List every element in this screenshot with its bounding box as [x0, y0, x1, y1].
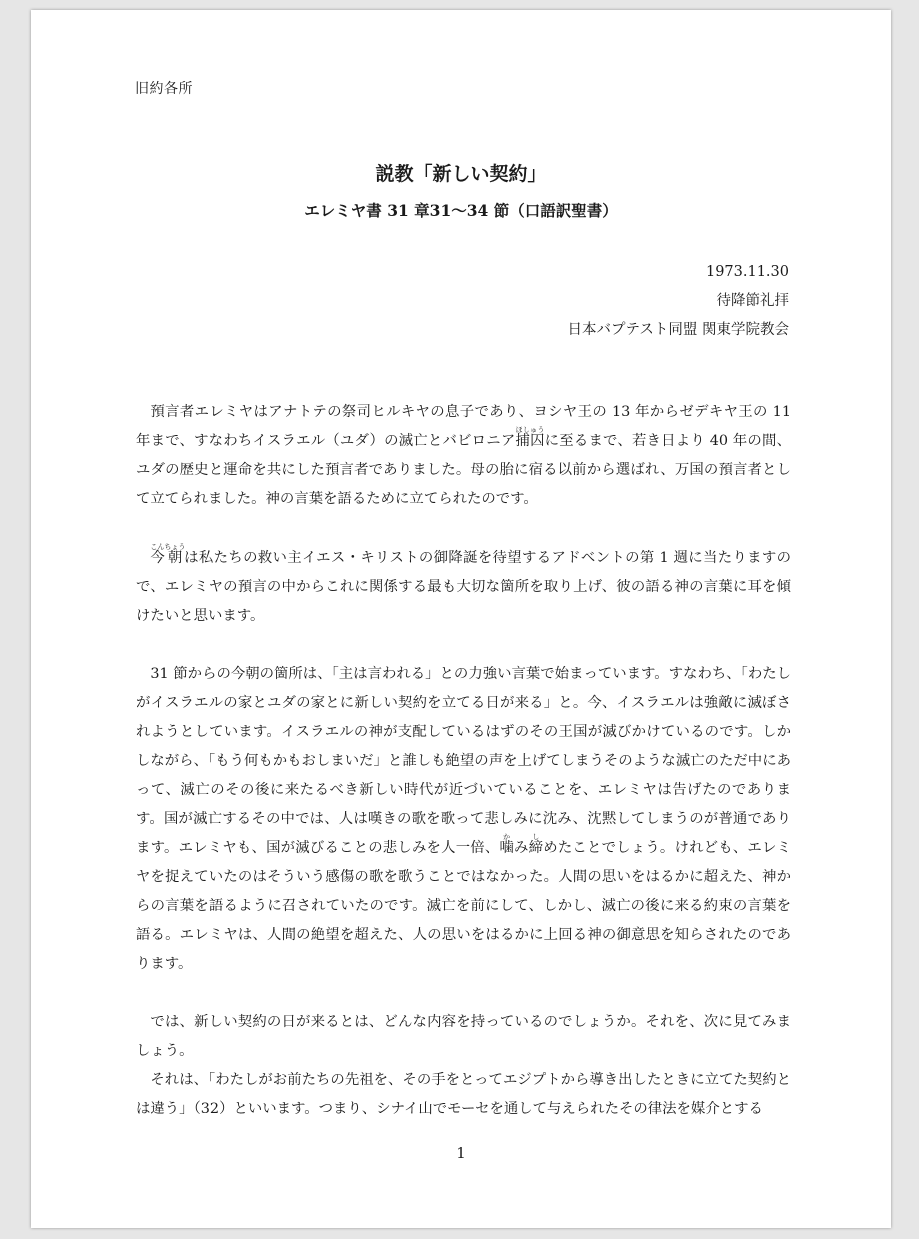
paragraph: 31 節からの今朝の箇所は、「主は言われる」との力強い言葉で始まっています。すなわち、「わたしがイスラエルの家とユダの家とに新しい契約を立てる日が来る」と。今、イスラエルは強敵に滅ぼされようとしています。イスラエルの神が支配しているはずのその王国が滅びかけているのです。しかしながら、「もう何もかもおしまいだ」と誰しも絶望の声を上げてしまうそのような滅亡のただ中にあって、滅亡のその後に来たるべき新しい時代が近づいていることを、エレミヤは告げたのであります。国が滅亡するその中では、人は嘆きの歌を歌って悲しみに沈み、沈黙してしまうのが普通であります。エレミヤも、国が滅びることの悲しみを人一倍、噛かみ締しめたことでしょう。けれども、エレミヤを捉えていたのはそういう感傷の歌を歌うことではなかった。人間の思いをはるかに超えた、神からの言葉を語るように召されていたのです。滅亡を前にして、しかし、滅亡の後に来る約束の言葉を語る。エレミヤは、人間の絶望を超えた、人の思いをはるかに上回る神の御意思を知らされたのであります。 — [136, 666, 791, 972]
ruby-annotation: 締し — [528, 833, 544, 856]
sermon-meta — [567, 258, 789, 345]
paragraph: では、新しい契約の日が来るとは、どんな内容を持っているのでしょうか。それを、次に見てみましょう。 — [136, 1014, 791, 1059]
document-page — [31, 10, 891, 1228]
service-name: 待降節礼拝 — [716, 293, 789, 309]
paragraph: それは、「わたしがお前たちの先祖を、その手をとってエジプトから導き出したときに立てた契約とは違う」（32）といいます。つまり、シナイ山でモーセを通して与えられたその律法を媒介とする — [136, 1072, 791, 1117]
sermon-date: 1973.11.30 — [705, 264, 789, 280]
ruby-annotation: 今朝こんちょう — [150, 543, 186, 566]
sermon-body — [136, 398, 791, 1124]
page-number: 1 — [456, 1144, 466, 1162]
ruby-annotation: 捕囚ほしゅう — [515, 426, 545, 449]
scripture-reference: エレミヤ書 31 章31〜34 節（口語訳聖書） — [304, 201, 618, 220]
paragraph: 預言者エレミヤはアナトテの祭司ヒルキヤの息子であり、ヨシヤ王の 13 年からゼデキヤ王の 11 年まで、すなわちイスラエル（ユダ）の滅亡とバビロニア捕囚ほしゅうに至るまで、若き日より 40 年の間、ユダの歴史と運命を共にした預言者でありました。母の胎に宿る以前から選ばれ、万国の預言者として立てられました。神の言葉を語るために立てられたのです。 — [136, 404, 791, 507]
ruby-annotation: 噛か — [499, 833, 515, 856]
church-name: 日本バプテスト同盟 関東学院教会 — [567, 322, 789, 338]
paragraph: 今朝こんちょうは私たちの救い主イエス・キリストの御降誕を待望するアドベントの第 1 週に当たりますので、エレミヤの預言の中からこれに関係する最も大切な箇所を取り上げ、彼の語る神の言葉に耳を傾けたいと思います。 — [136, 543, 791, 624]
sermon-title: 説教「新しい契約」 — [375, 163, 547, 185]
header-label: 旧約各所 — [135, 81, 193, 97]
